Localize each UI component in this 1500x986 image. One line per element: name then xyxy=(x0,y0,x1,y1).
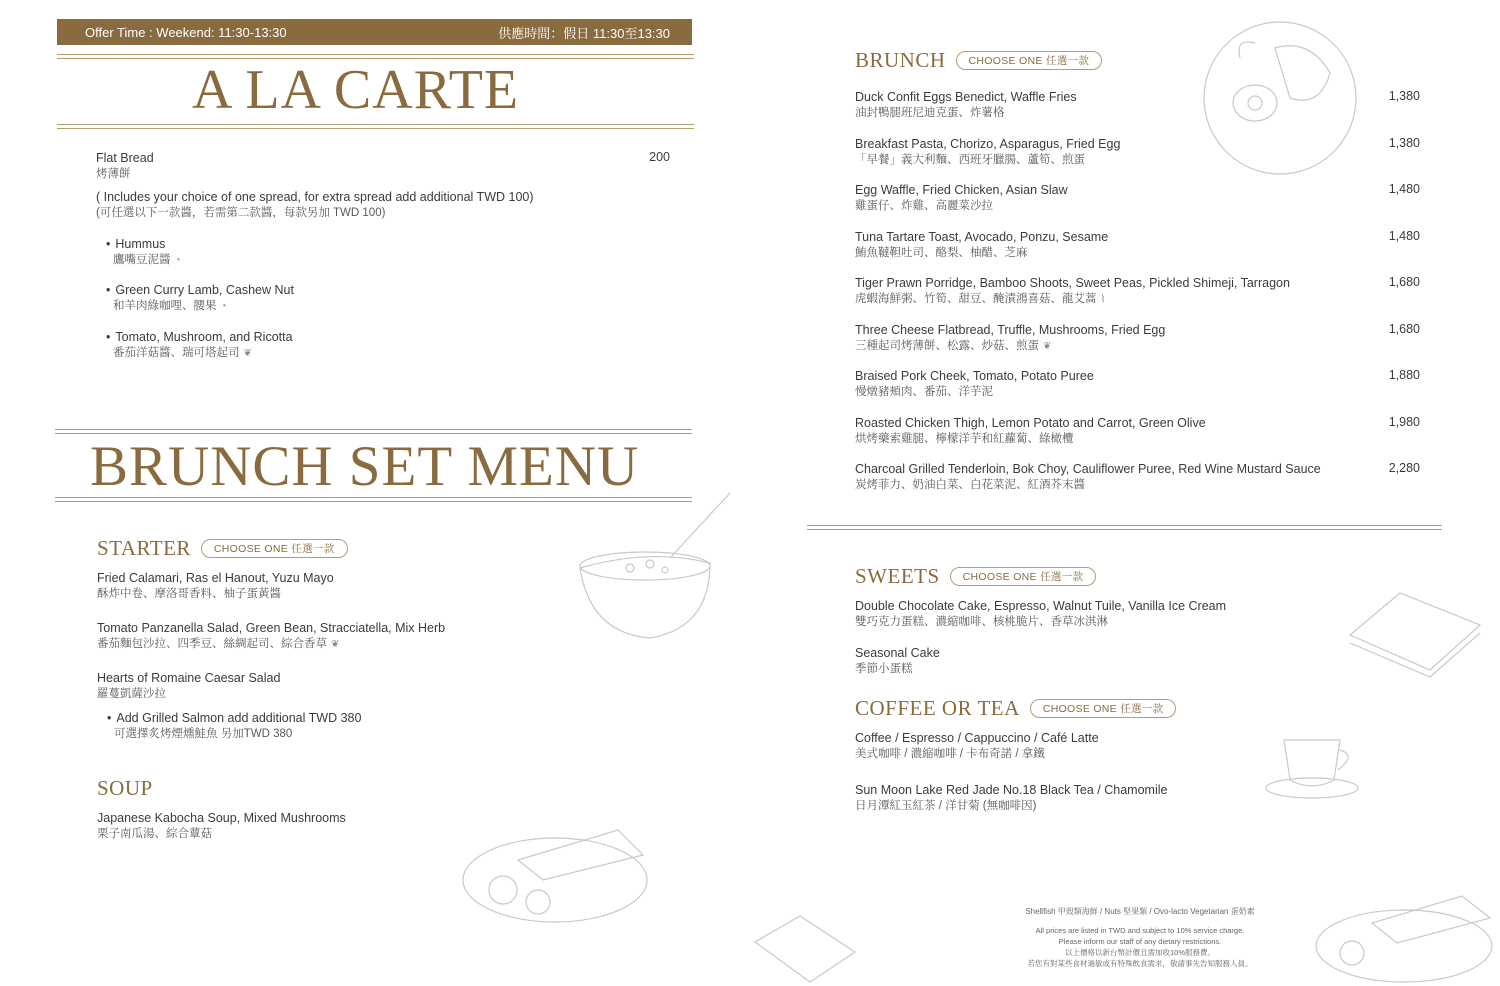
soup-heading xyxy=(97,776,153,801)
starter-title: STARTER xyxy=(97,536,191,560)
footer-line: Please inform our staff of any dietary restrictions. xyxy=(1058,937,1222,946)
coffee-heading xyxy=(855,696,1176,721)
starter-heading xyxy=(97,536,348,561)
item-en: Egg Waffle, Fried Chicken, Asian Slaw xyxy=(855,183,1068,197)
spread-curry-lamb xyxy=(106,282,294,315)
item-en: Roasted Chicken Thigh, Lemon Potato and Carrot, Green Olive xyxy=(855,415,1206,430)
item-en: Flat Bread xyxy=(96,151,154,165)
spread-tomato-mushroom xyxy=(106,329,293,362)
item-en: Braised Pork Cheek, Tomato, Potato Puree xyxy=(855,369,1094,383)
brunch-price: 1,380 xyxy=(1388,89,1420,103)
offer-time-en: Offer Time : Weekend: 11:30-13:30 xyxy=(85,24,287,40)
starter-item xyxy=(97,670,280,702)
soup-bowl-icon xyxy=(570,488,740,658)
item-en: Tuna Tartare Toast, Avocado, Ponzu, Sesame xyxy=(855,229,1109,244)
diet-legend xyxy=(930,906,1350,917)
brunch-price: 1,680 xyxy=(1388,321,1420,336)
divider xyxy=(57,124,694,125)
brunch-item xyxy=(855,322,1165,355)
divider xyxy=(55,429,692,430)
starter-item xyxy=(97,620,445,653)
sandwich-icon xyxy=(750,912,860,984)
item-en: Three Cheese Flatbread, Truffle, Mushrooms, Fried Egg xyxy=(855,322,1166,337)
item-zh: 羅蔓凱薩沙拉 xyxy=(97,688,166,700)
item-en: Tomato Panzanella Salad, Green Bean, Stracciatella, Mix Herb xyxy=(97,621,446,635)
brunchset-title: BRUNCH SET MENU xyxy=(90,435,640,498)
item-zh: 番茄洋菇醬、瑞可塔起司 xyxy=(113,347,240,359)
choose-one-pill: CHOOSE ONE 任選一款 xyxy=(1030,699,1177,718)
sweets-title: SWEETS xyxy=(855,564,940,588)
soup-title: SOUP xyxy=(97,776,153,800)
starter-item xyxy=(97,570,334,602)
item-zh: 虎蝦海鮮粥、竹筍、甜豆、醃漬鴻喜菇、龍艾蒿 xyxy=(855,293,1097,305)
flatbread-price: 200 xyxy=(649,150,670,164)
brunch-price: 1,480 xyxy=(1388,228,1420,243)
breakfast-plate-icon xyxy=(458,820,653,930)
coffee-item xyxy=(855,782,1167,814)
footer-notes xyxy=(930,925,1350,969)
item-en: Hearts of Romaine Caesar Salad xyxy=(97,671,281,685)
sweets-item xyxy=(855,645,940,677)
footer-line: All prices are listed in TWD and subject to 10% service charge. xyxy=(1035,926,1245,935)
item-en: • Add Grilled Salmon add additional TWD 380 xyxy=(107,710,361,726)
footer-line: 以上價格以新台幣計價且需加收10%服務費。 xyxy=(1064,948,1215,957)
brunch-item xyxy=(855,136,1120,168)
item-en: • Green Curry Lamb, Cashew Nut xyxy=(106,282,294,298)
choose-one-pill: CHOOSE ONE 任選一款 xyxy=(201,539,348,558)
spread-hummus xyxy=(106,236,181,269)
soup-item xyxy=(97,810,346,842)
leaf-icon: ❦ xyxy=(243,348,252,359)
brunch-price: 1,980 xyxy=(1388,414,1420,429)
item-zh: 鷹嘴豆泥醬 xyxy=(113,254,171,266)
item-zh: 「早餐」義大利麵、西班牙臘腸、蘆筍、煎蛋 xyxy=(855,153,1085,166)
coffee-title: COFFEE OR TEA xyxy=(855,696,1020,720)
item-zh: 酥炸中卷、摩洛哥香料、柚子蛋黃醬 xyxy=(97,588,281,600)
brunch-price: 1,380 xyxy=(1388,135,1420,150)
divider xyxy=(57,128,694,129)
item-zh: 美式咖啡 / 濃縮咖啡 / 卡布奇諾 / 拿鐵 xyxy=(855,748,1045,760)
offer-time-zh: 供應時間：假日 11:30至13:30 xyxy=(498,25,670,41)
brunch-plate-icon xyxy=(1200,18,1360,178)
item-zh: 鮪魚韃靼吐司、酪梨、柚醋、芝麻 xyxy=(855,246,1028,259)
footer-line: 若您有對某些食材過敏或有特殊飲食需求，敬請事先告知服務人員。 xyxy=(1027,959,1253,968)
sandwich-icon xyxy=(1340,585,1490,680)
brunch-item xyxy=(855,275,1290,308)
item-zh: 番茄麵包沙拉、四季豆、絲綢起司、綜合香草 xyxy=(97,638,327,650)
item-zh: 炭烤菲力、奶油白菜、白花菜泥、紅酒芥末醬 xyxy=(855,479,1085,491)
sweets-heading xyxy=(855,564,1096,589)
item-zh: 日月潭紅玉紅茶 / 洋甘菊 (無咖啡因) xyxy=(855,800,1037,812)
item-zh: 慢燉豬頰肉、番茄、洋芋泥 xyxy=(855,386,993,398)
item-zh: 烤薄餅 xyxy=(96,168,131,180)
brunch-item xyxy=(855,229,1108,261)
item-en: Charcoal Grilled Tenderloin, Bok Choy, Cauliflower Puree, Red Wine Mustard Sauce xyxy=(855,462,1321,476)
item-zh: 栗子南瓜湯、綜合蕈菇 xyxy=(97,828,212,840)
shellfish-icon: ⌇ xyxy=(1100,294,1106,305)
brunch-item xyxy=(855,182,1068,214)
brunch-title: BRUNCH xyxy=(855,48,946,72)
alacarte-title: A LA CARTE xyxy=(192,59,520,121)
brunch-heading xyxy=(855,48,1102,73)
note-zh: (可任選以下一款醬，若需第二款醬，每款另加 TWD 100) xyxy=(96,207,386,219)
item-zh: 三種起司烤薄餅、松露、炒菇、煎蛋 xyxy=(855,339,1039,352)
item-zh: 季節小蛋糕 xyxy=(855,663,913,675)
divider xyxy=(57,54,694,55)
choose-one-pill: CHOOSE ONE 任選一款 xyxy=(956,51,1103,70)
brunch-item xyxy=(855,415,1206,447)
item-zh: 雞蛋仔、炸雞、高麗菜沙拉 xyxy=(855,200,993,212)
brunch-price: 1,880 xyxy=(1388,368,1420,382)
item-zh: 烘烤藥索雞腿、檸檬洋芋和紅蘿蔔、綠橄欖 xyxy=(855,432,1074,445)
item-en: Fried Calamari, Ras el Hanout, Yuzu Mayo xyxy=(97,571,334,585)
divider xyxy=(807,525,1442,526)
item-en: Coffee / Espresso / Cappuccino / Café Latte xyxy=(855,731,1099,745)
item-zh: 油封鴨腿班尼迪克蛋、炸薯格 xyxy=(855,107,1005,119)
brunch-price: 1,680 xyxy=(1388,275,1420,289)
item-zh: 雙巧克力蛋糕、濃縮咖啡、核桃脆片、香草冰淇淋 xyxy=(855,616,1108,628)
item-en: Breakfast Pasta, Chorizo, Asparagus, Fried Egg xyxy=(855,136,1121,151)
legend-text: Shellfish 甲殼類海鮮 / Nuts 堅果類 / Ovo-lacto Vegetarian 蛋奶素 xyxy=(1025,907,1255,916)
flatbread-item xyxy=(96,150,154,182)
item-en: Tiger Prawn Porridge, Bamboo Shoots, Sweet Peas, Pickled Shimeji, Tarragon xyxy=(855,276,1290,290)
coffee-item xyxy=(855,730,1099,762)
nuts-icon: ◔ xyxy=(220,301,227,312)
item-zh: 可選擇炙烤煙燻鮭魚 另加TWD 380 xyxy=(114,728,293,740)
item-en: • Tomato, Mushroom, and Ricotta xyxy=(106,329,293,345)
leaf-icon: ❦ xyxy=(1043,340,1052,352)
nuts-icon: ◔ xyxy=(174,255,181,266)
brunch-item xyxy=(855,368,1094,400)
brunch-item xyxy=(855,89,1077,121)
leaf-icon: ❦ xyxy=(331,639,340,650)
item-zh: 和羊肉綠咖哩、腰果 xyxy=(113,300,217,312)
brunch-price: 2,280 xyxy=(1388,461,1420,475)
note-en: ( Includes your choice of one spread, for extra spread add additional TWD 100) xyxy=(96,190,534,204)
item-en: • Hummus xyxy=(106,236,181,252)
divider xyxy=(807,529,1442,530)
starter-addon xyxy=(107,710,361,742)
item-en: Seasonal Cake xyxy=(855,646,940,660)
sweets-item xyxy=(855,598,1226,630)
item-en: Japanese Kabocha Soup, Mixed Mushrooms xyxy=(97,811,346,825)
spread-note xyxy=(96,189,534,221)
offer-time-bar xyxy=(57,19,692,45)
choose-one-pill: CHOOSE ONE 任選一款 xyxy=(950,567,1097,586)
item-en: Double Chocolate Cake, Espresso, Walnut Tuile, Vanilla Ice Cream xyxy=(855,599,1227,613)
brunch-item xyxy=(855,461,1321,493)
coffee-cup-icon xyxy=(1262,730,1367,805)
item-en: Duck Confit Eggs Benedict, Waffle Fries xyxy=(855,90,1077,104)
brunch-price: 1,480 xyxy=(1388,182,1420,196)
item-en: Sun Moon Lake Red Jade No.18 Black Tea / Chamomile xyxy=(855,783,1168,797)
